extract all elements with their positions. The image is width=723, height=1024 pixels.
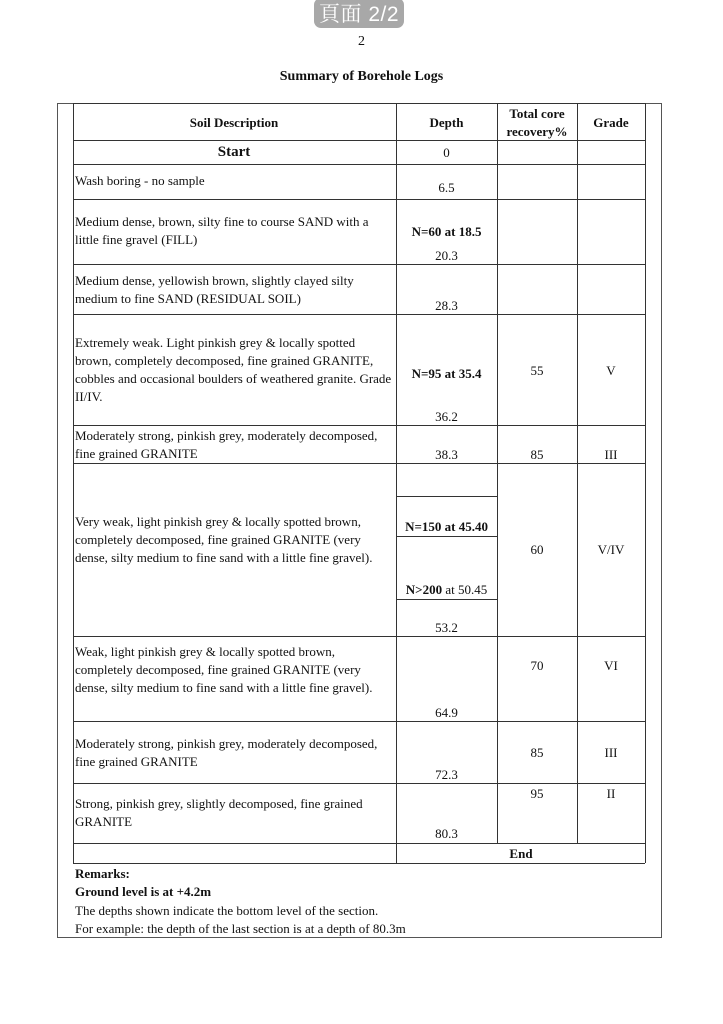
header-depth: Depth	[429, 115, 464, 130]
remarks-line-1: The depths shown indicate the bottom level of the section.	[75, 903, 379, 918]
row-5-grade: III	[604, 447, 618, 462]
row-6-core-recovery: 60	[530, 542, 544, 557]
row-1-depth: 6.5	[438, 180, 455, 195]
row-7-depth: 64.9	[435, 705, 458, 720]
row-3-depth: 28.3	[435, 298, 458, 313]
remarks-title: Remarks:	[75, 866, 130, 881]
row-1-description: Wash boring - no sample	[75, 173, 205, 188]
remarks-line-2: For example: the depth of the last section is at a depth of 80.3m	[75, 921, 406, 936]
page-indicator: 頁面 2/2	[314, 0, 404, 28]
row-7-core-recovery: 70	[530, 658, 544, 673]
ground-level-note: Ground level is at +4.2m	[75, 884, 212, 899]
row-2-spt: N=60 at 18.5	[411, 224, 482, 239]
row-4-core-recovery: 55	[530, 363, 544, 378]
row-5-core-recovery: 85	[530, 447, 544, 462]
row-8-description: Moderately strong, pinkish grey, moderately decomposed, fine grained GRANITE	[75, 736, 378, 769]
row-4-depth: 36.2	[435, 409, 458, 424]
row-4-spt: N=95 at 35.4	[411, 366, 482, 381]
row-8-depth: 72.3	[435, 767, 458, 782]
row-9-grade: II	[606, 786, 616, 801]
row-5-description: Moderately strong, pinkish grey, moderately decomposed, fine grained GRANITE	[75, 428, 378, 461]
row-7-description: Weak, light pinkish grey & locally spotted brown, completely decomposed, fine grained GRANITE (very dense, silty medium to fine sand with a little fine gravel).	[75, 644, 373, 695]
header-core-recovery-line2: recovery%	[506, 124, 568, 139]
row-8-grade: III	[604, 745, 618, 760]
row-4-description: Extremely weak. Light pinkish grey & locally spotted brown, completely decomposed, fine grained GRANITE, cobbles and occasional boulders of weathered granite. Grade II/IV.	[75, 335, 392, 404]
row-7-grade: VI	[604, 658, 618, 673]
row-6-grade: V/IV	[597, 542, 625, 557]
page-number: 2	[358, 34, 365, 49]
row-9-description: Strong, pinkish grey, slightly decomposed, fine grained GRANITE	[75, 796, 363, 829]
row-8-core-recovery: 85	[530, 745, 544, 760]
row-6-description: Very weak, light pinkish grey & locally spotted brown, completely decomposed, fine grained GRANITE (very dense, silty medium to fine sand with a little fine gravel).	[75, 514, 373, 565]
document-title: Summary of Borehole Logs	[279, 69, 444, 84]
row-4-grade: V	[606, 363, 616, 378]
row-2-description: Medium dense, brown, silty fine to course SAND with a little fine gravel (FILL)	[75, 214, 369, 247]
row-6-depth: 53.2	[435, 620, 458, 635]
start-depth: 0	[443, 145, 450, 160]
start-label: Start	[217, 144, 251, 160]
header-core-recovery-line1: Total core	[509, 106, 565, 121]
row-9-depth: 80.3	[435, 826, 458, 841]
row-5-depth: 38.3	[435, 447, 458, 462]
header-soil-description: Soil Description	[189, 115, 279, 130]
end-label: End	[509, 846, 533, 861]
header-grade: Grade	[593, 115, 629, 130]
row-6-spt-2: N>200 at 50.45	[405, 582, 488, 597]
row-9-core-recovery: 95	[530, 786, 544, 801]
row-3-description: Medium dense, yellowish brown, slightly clayed silty medium to fine SAND (RESIDUAL SOIL)	[75, 273, 354, 306]
row-6-spt-1: N=150 at 45.40	[405, 519, 488, 534]
row-2-depth: 20.3	[435, 248, 458, 263]
